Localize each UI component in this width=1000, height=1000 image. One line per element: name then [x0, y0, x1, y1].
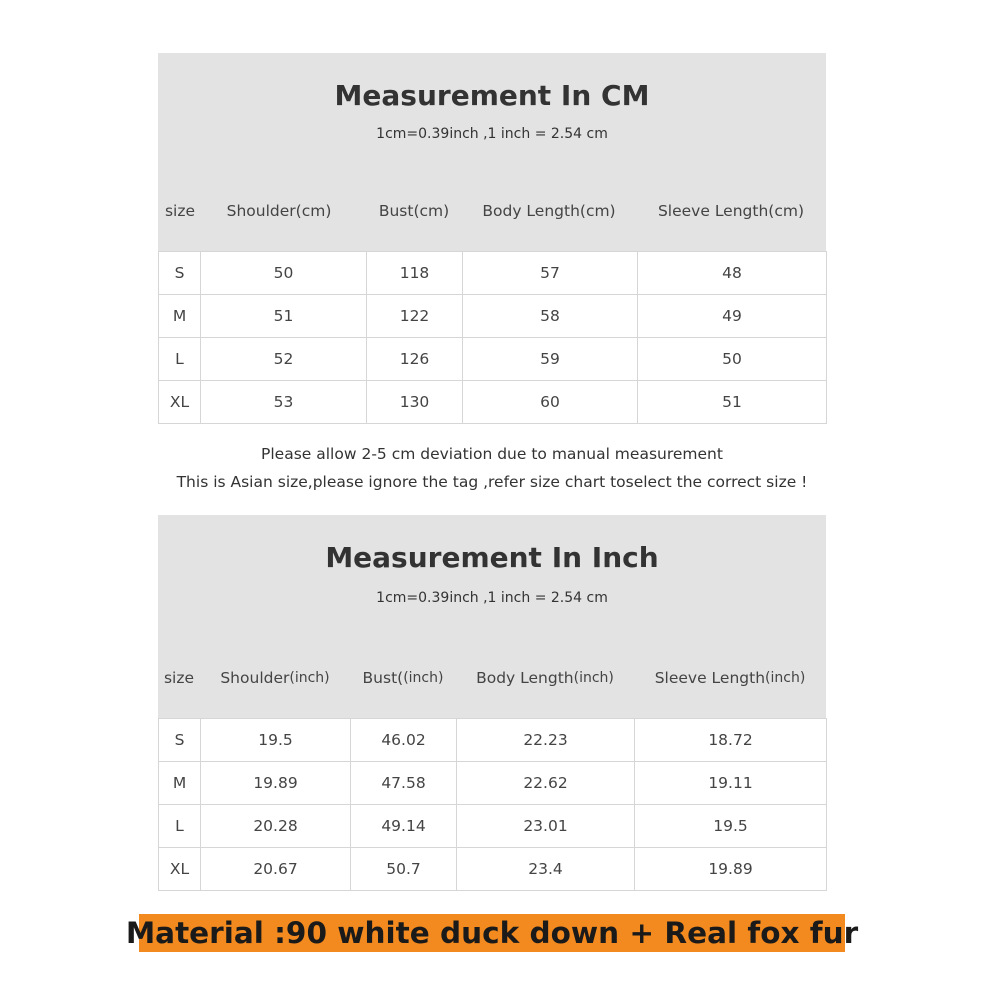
inch-header-size: [158, 650, 200, 705]
inch-header-shoulder: [200, 650, 350, 705]
inch-header-body-length-label: Body Length: [476, 668, 574, 687]
cm-cell: S: [159, 252, 201, 295]
cm-cell: 49: [638, 295, 827, 338]
cm-cell: 122: [367, 295, 463, 338]
inch-header-sleeve-length-unit: (inch): [765, 669, 806, 686]
cm-cell: 118: [367, 252, 463, 295]
inch-header-bust: [350, 650, 456, 705]
cm-column-headers: [158, 183, 826, 238]
inch-cell: 19.11: [635, 762, 827, 805]
cm-cell: XL: [159, 381, 201, 424]
inch-cell: 22.23: [457, 719, 635, 762]
cm-header-bust: Bust(cm): [378, 201, 450, 220]
material-banner: Material :90 white duck down + Real fox fur: [125, 916, 859, 950]
cm-header-panel: [158, 53, 826, 251]
inch-cell: 19.89: [635, 848, 827, 891]
inch-header-bust-label: Bust(: [362, 668, 404, 687]
cm-cell: 60: [463, 381, 638, 424]
table-row: [159, 762, 827, 805]
inch-header-shoulder-label: Shoulder: [220, 668, 290, 687]
inch-header-sleeve-length-label: Sleeve Length: [654, 668, 766, 687]
inch-cell: 19.89: [201, 762, 351, 805]
cm-title: Measurement In CM: [334, 79, 650, 112]
cm-cell: 51: [638, 381, 827, 424]
inch-cell: 47.58: [351, 762, 457, 805]
deviation-note: Please allow 2-5 cm deviation due to manual measurement: [261, 445, 723, 463]
inch-header-body-length-unit: (inch): [573, 669, 614, 686]
inch-cell: 49.14: [351, 805, 457, 848]
cm-cell: 50: [201, 252, 367, 295]
cm-cell: 50: [638, 338, 827, 381]
inch-title: Measurement In Inch: [325, 541, 659, 574]
inch-header-bust-unit: (inch): [403, 669, 444, 686]
table-row: [159, 719, 827, 762]
asian-size-note: This is Asian size,please ignore the tag ,refer size chart toselect the correct size !: [176, 473, 808, 491]
cm-cell: 58: [463, 295, 638, 338]
inch-cell: 20.67: [201, 848, 351, 891]
table-row: [159, 381, 827, 424]
cm-cell: 59: [463, 338, 638, 381]
table-row: [159, 252, 827, 295]
inch-cell: 19.5: [201, 719, 351, 762]
inch-cell: 23.01: [457, 805, 635, 848]
table-row: [159, 338, 827, 381]
inch-cell: 18.72: [635, 719, 827, 762]
cm-cell: 57: [463, 252, 638, 295]
inch-cell: XL: [159, 848, 201, 891]
table-row: [159, 805, 827, 848]
inch-column-headers: [158, 650, 826, 705]
inch-conversion-note: 1cm=0.39inch ,1 inch = 2.54 cm: [376, 590, 608, 606]
cm-header-size: size: [164, 201, 196, 220]
cm-cell: 126: [367, 338, 463, 381]
cm-header-shoulder: Shoulder(cm): [226, 201, 332, 220]
cm-cell: 52: [201, 338, 367, 381]
cm-cell: L: [159, 338, 201, 381]
cm-header-sleeve-length: Sleeve Length(cm): [657, 201, 805, 220]
table-row: [159, 295, 827, 338]
cm-size-table: [158, 251, 827, 424]
cm-header-body-length: Body Length(cm): [482, 201, 616, 220]
inch-cell: 46.02: [351, 719, 457, 762]
inch-cell: 22.62: [457, 762, 635, 805]
inch-header-size-label: size: [163, 668, 195, 687]
inch-header-sleeve-length: [634, 650, 826, 705]
cm-cell: 53: [201, 381, 367, 424]
inch-cell: S: [159, 719, 201, 762]
inch-cell: 50.7: [351, 848, 457, 891]
inch-header-panel: [158, 515, 826, 718]
cm-cell: 130: [367, 381, 463, 424]
inch-cell: 20.28: [201, 805, 351, 848]
inch-cell: 23.4: [457, 848, 635, 891]
cm-cell: 48: [638, 252, 827, 295]
cm-cell: 51: [201, 295, 367, 338]
cm-cell: M: [159, 295, 201, 338]
inch-header-body-length: [456, 650, 634, 705]
inch-cell: L: [159, 805, 201, 848]
inch-cell: 19.5: [635, 805, 827, 848]
cm-conversion-note: 1cm=0.39inch ,1 inch = 2.54 cm: [376, 126, 608, 142]
inch-size-table: [158, 718, 827, 891]
table-row: [159, 848, 827, 891]
inch-header-shoulder-unit: (inch): [289, 669, 330, 686]
inch-cell: M: [159, 762, 201, 805]
